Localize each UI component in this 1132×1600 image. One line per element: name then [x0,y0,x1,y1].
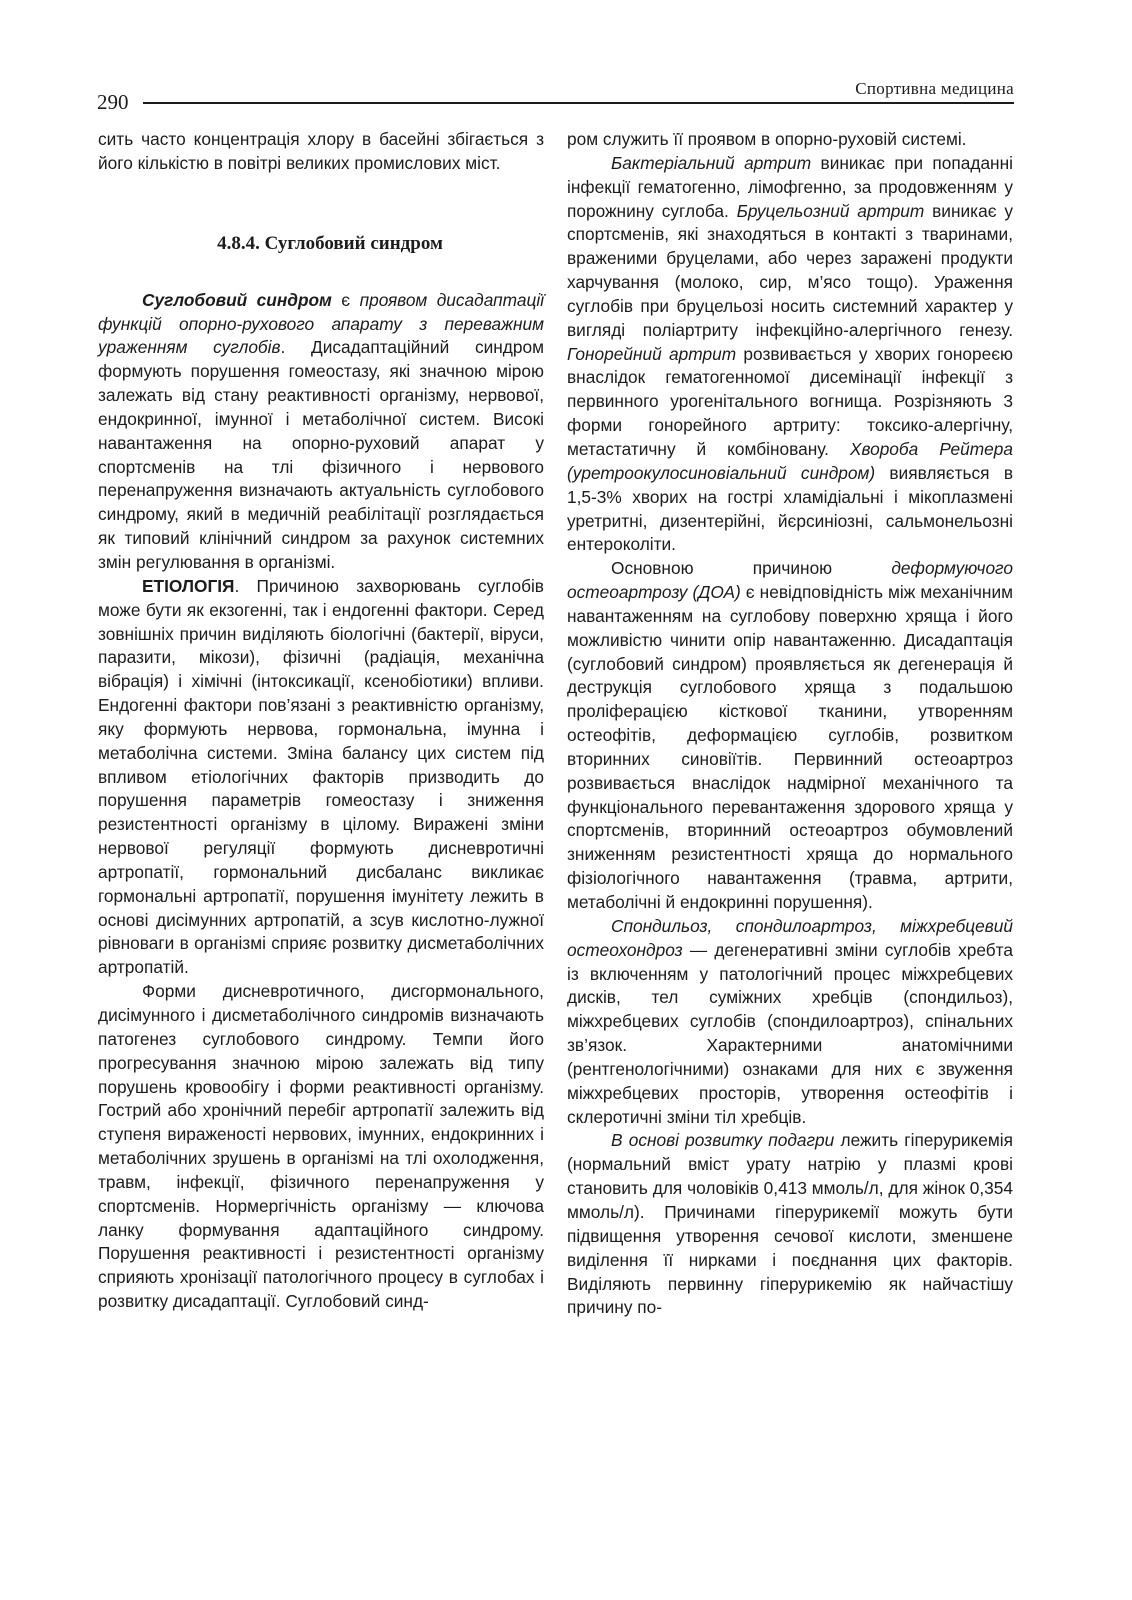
definition-italic: проявом дисадаптації функцій опорно-рухового апарату з переважним ураженням суглобів [98,289,545,358]
term-italic: Гонорейний артрит [567,343,737,364]
text: Основною причиною [611,558,892,579]
paragraph [98,575,544,980]
term-italic: Бруцельозний артрит [736,200,925,221]
etiology-label: ЕТІОЛОГІЯ [142,575,235,596]
text: . Причиною захворювань суглобів може бути як екзогенні, так і ендогенні фактори. Серед зовнішніх причин виділяють біологічні (бактерії, віруси, паразити, мікози), фізичні (радіація, механічна вібрація) і хімічні (інтоксикації, ксенобіотики) впливи. Ендогенні фактори пов’язані з реактивністю організму, яку формують нервова, гормональна, імунна і метаболічна системи. Зміна балансу цих систем під впливом етіологічних факторів призводить до порушення параметрів гомеостазу і зниження резистентності організму в цілому. Виражені зміни нервової регуляції формують дисневротичні артропатії, гормональний дисбаланс викликає гормональні артропатії, порушення імунітету лежить в основі дисімунних артропатій, а зсув кислотно-лужної рівноваги в організмі сприяє розвитку дисметаболічних артропатій. [98,575,544,978]
paragraph [567,557,1013,915]
term-italic: деформуючого остеоартрозу (ДОА) [567,558,1013,603]
paragraph: Форми дисневротичного, дисгормонального, дисімунного і дисметаболічного синдромів визначають патогенез суглобового синдрому. Темпи його прогресування значною мірою залежать від типу порушень кровообігу і форми реактивності організму. Гострий або хронічний перебіг артропатії залежить від ступеня вираженості нервових, імунних, ендокринних і метаболічних зрушень в організмі на тлі охолодження, травм, інфекції, фізичного перенапруження у спортсменів. Нормергічність організму — ключова ланку формування адаптаційного синдрому. Порушення реактивності і резистентності організму сприяють хронізації патологічного процесу в суглобах і розвитку дисадаптації. Суглобовий синд- [98,981,544,1312]
running-title: Спортивна медицина [855,79,1014,98]
right-column [567,128,1013,1320]
text: — дегенеративні зміни суглобів хребта із включенням у патологічний процес міжхребцевих дисків, тел суміжних хребців (спондильоз), міжхребцевих суглобів (спондилоартроз), спінальних зв’язок. Характерними анатомічними (рентгенологічними) ознаками для них є звуження міжхребцевих просторів, утворення остеофітів і склеротичні зміни тіл хребців. [567,939,1013,1127]
paragraph: сить часто концентрація хлору в басейні збігається з його кількістю в повітрі великих промислових міст. [98,129,544,173]
text: виявляється в 1,5-3% хворих на гострі хламідіальні і мікоплазмені уретритні, дизентерійні, йєрсиніозні, сальмонельозні ентероколіти. [567,462,1014,555]
page-number: 290 [97,90,129,114]
text: . Дисадаптаційний синдром формують порушення гомеостазу, які значною мірою залежать від стану реактивності організму, нервової, ендокринної, імунної і метаболічної систем. Високі навантаження на опорно-руховий апарат у спортсменів на тлі фізичного і нервового перенапруження визначають актуальність суглобового синдрому, який в медичній реабілітації розглядається як типовий клінічний синдром за рахунок системних змін регулювання в організмі. [98,337,544,572]
text: є невідповідність між механічним навантаженням на суглобову поверхню хряща і його можливістю чинити опір навантаженню. Дисадаптація (суглобовий синдром) проявляється як дегенерація й деструкція суглобового хряща з подальшою проліферацією кісткової тканини, утворенням остеофітів, деформацією суглобів, розвитком вторинних синовіїтів. Первинний остеоартроз розвивається внаслідок надмірної механічного та функціонального перевантаження здорового хряща у спортсменів, вторинний остеоартроз обумовлений зниженням резистентності хряща до нормального фізіологічного навантаження (травма, артрити, метаболічні й ендокринні порушення). [567,582,1013,912]
header-rule [143,102,1014,104]
paragraph [567,1129,1013,1320]
paragraph [567,152,1013,557]
term-bold-italic: Суглобовий синдром [142,289,332,310]
text: лежить гіперурикемія (нормальний вміст урату натрію у плазмі крові становить для чоловіків 0,413 ммоль/л, для жінок 0,354 ммоль/л). Причинами гіперурикемії можуть бути підвищення утворення сечової кислоти, зменшене виділення її нирками і поєднання цих факторів. Виділяють первинну гіперурикемію як найчастішу причину по- [567,1130,1013,1318]
text: виникає при попаданні інфекції гематогенно, лімофгенно, за продовженням у порожнину суглоба. [567,152,1013,221]
section-heading: 4.8.4. Суглобовий синдром [217,232,443,254]
text: є [331,289,360,310]
paragraph [98,289,544,575]
text: виникає у спортсменів, які знаходяться в контакті з тваринами, враженими бруцелами, або через заражені продукти харчування (молоко, сир, м’ясо тощо). Ураження суглобів при бруцельозі носить системний характер у вигляді поліартриту інфекційно-алергічного генезу. [567,200,1013,340]
term-italic: Бактеріальний артрит [611,152,812,173]
term-italic: Спондильоз, спондилоартроз, міжхребцевий остеохондроз [567,915,1013,960]
paragraph [567,915,1013,1130]
left-column [98,128,544,1314]
text: розвивається у хворих гонореєю внаслідок гематогенномої дисемінації інфекції з первинного урогенітального вогнища. Розрізняють 3 форми гонорейного артриту: токсико-алергічну, метастатичну й комбіновану. [567,343,1013,459]
paragraph: ром служить її проявом в опорно-руховій системі. [567,129,967,149]
term-italic: В основі розвитку подагри [611,1130,835,1151]
term-italic: Хвороба Рейтера (уретроокулосиновіальний синдром) [567,438,1013,483]
